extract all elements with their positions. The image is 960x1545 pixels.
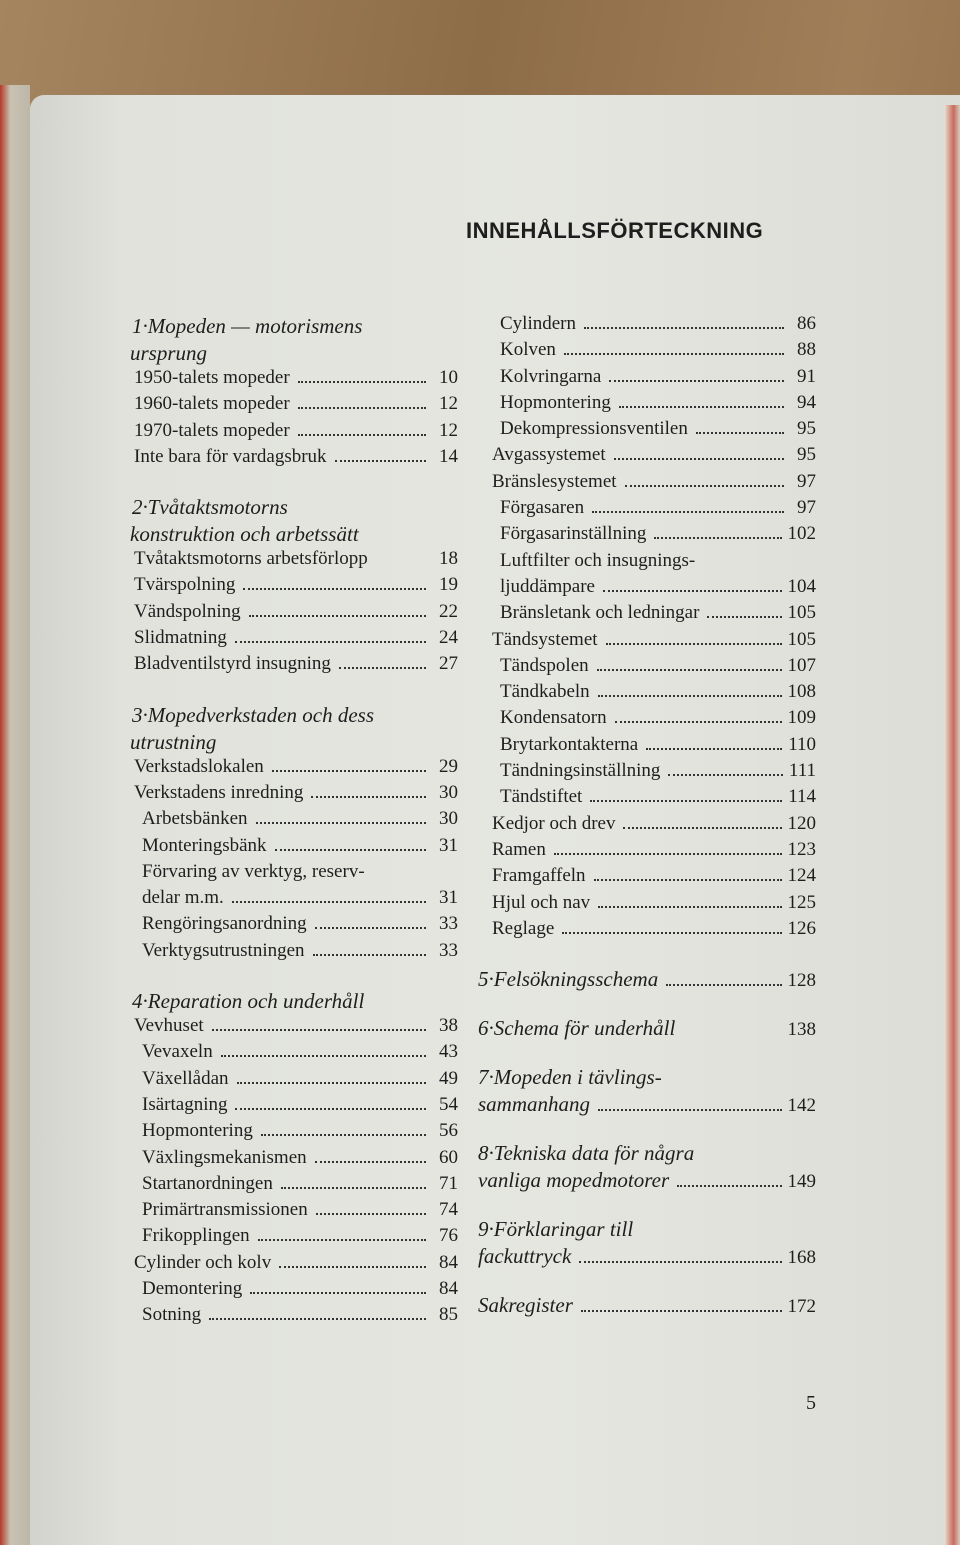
dot-leader — [237, 1082, 426, 1084]
dot-leader — [311, 796, 426, 798]
toc-entry[interactable] — [118, 1173, 458, 1199]
dot-leader — [250, 1292, 426, 1294]
dot-leader — [315, 1161, 426, 1163]
chapter-heading: 4·Reparation och underhåll — [132, 989, 365, 1014]
toc-entry[interactable] — [476, 760, 816, 786]
entry-title: Förgasaren — [500, 497, 585, 519]
toc-entry[interactable] — [118, 627, 458, 653]
dot-leader — [235, 641, 426, 643]
entry-title: Bladventilstyrd insugning — [134, 653, 331, 675]
toc-entry[interactable] — [118, 835, 458, 861]
entry-title: Tändningsinställning — [500, 760, 661, 782]
entry-title: Kolvringarna — [500, 365, 602, 387]
toc-entry[interactable] — [476, 339, 816, 365]
entry-title: Luftfilter och insugnings- — [500, 549, 696, 571]
entry-title: Bränslesystemet — [492, 470, 617, 492]
entry-title: Isärtagning — [142, 1093, 228, 1115]
page-ref: 76 — [439, 1225, 458, 1247]
dot-leader — [592, 511, 784, 513]
toc-entry[interactable] — [476, 892, 816, 918]
dot-leader — [609, 380, 784, 382]
page-ref: 30 — [439, 808, 458, 830]
entry-title: Kondensatorn — [500, 707, 607, 729]
entry-title: Verkstadslokalen — [134, 755, 264, 777]
toc-chapter-entry[interactable] — [476, 1064, 816, 1091]
entry-title: Vändspolning — [134, 600, 241, 622]
page-ref: 12 — [439, 419, 458, 441]
dot-leader — [281, 1187, 426, 1189]
page-ref: 97 — [797, 497, 816, 519]
chapter-title: Sakregister — [478, 1293, 573, 1318]
page-ref: 95 — [797, 418, 816, 440]
chapter-heading: 2·Tvåtaktsmotorns — [132, 495, 288, 520]
dot-leader — [279, 1266, 426, 1268]
dot-leader — [646, 748, 782, 750]
toc-entry[interactable] — [118, 601, 458, 627]
chapter-title: 9·Förklaringar till — [478, 1217, 634, 1242]
page-ref: 123 — [787, 838, 816, 860]
page-ref: 84 — [439, 1251, 458, 1273]
dot-leader — [677, 1185, 781, 1187]
toc-entry[interactable] — [118, 1094, 458, 1120]
entry-title: Primärtransmissionen — [142, 1199, 308, 1221]
toc-entry[interactable] — [476, 471, 816, 497]
page-ref: 114 — [788, 786, 816, 808]
entry-title: Framgaffeln — [492, 865, 586, 887]
toc-entry[interactable] — [476, 813, 816, 839]
page-ref: 102 — [787, 523, 816, 545]
entry-title: Förgasarinställning — [500, 523, 647, 545]
toc-entry[interactable] — [118, 1225, 458, 1251]
page-ref: 49 — [439, 1067, 458, 1089]
dot-leader — [668, 774, 782, 776]
entry-title: Cylinder och kolv — [134, 1251, 272, 1273]
entry-title: Demontering — [142, 1278, 243, 1300]
toc-entry[interactable] — [118, 808, 458, 834]
entry-title: Tvåtaktsmotorns arbetsförlopp — [134, 548, 368, 570]
toc-entry[interactable] — [118, 548, 458, 574]
page-stack-edge — [944, 105, 960, 1545]
toc-entry[interactable] — [118, 1120, 458, 1146]
dot-leader — [696, 432, 784, 434]
entry-title: Verkstadens inredning — [134, 781, 304, 803]
entry-title: Vevaxeln — [142, 1041, 213, 1063]
page-ref: 56 — [439, 1120, 458, 1142]
toc-entry[interactable] — [118, 1199, 458, 1225]
toc-entry[interactable] — [118, 574, 458, 600]
dot-leader — [598, 1109, 781, 1111]
dot-leader — [221, 1055, 426, 1057]
entry-title: delar m.m. — [142, 887, 224, 909]
dot-leader — [232, 901, 426, 903]
entry-title: Ramen — [492, 838, 546, 860]
chapter-heading: konstruktion och arbetssätt — [130, 522, 359, 547]
toc-entry[interactable] — [118, 940, 458, 966]
dot-leader — [590, 800, 782, 802]
dot-leader — [606, 643, 782, 645]
entry-title: Vevhuset — [134, 1015, 204, 1037]
section-gap — [476, 1194, 816, 1216]
page-ref: 60 — [439, 1146, 458, 1168]
page-ref: 125 — [787, 891, 816, 913]
chapter-heading: 3·Mopedverkstaden och dess — [132, 702, 375, 727]
page-ref: 88 — [797, 339, 816, 361]
dot-leader — [315, 927, 426, 929]
chapter-title: 5·Felsökningsschema — [478, 967, 659, 992]
section-gap — [476, 1118, 816, 1140]
page-ref: 86 — [797, 313, 816, 334]
page-ref: 29 — [439, 755, 458, 777]
dot-leader — [261, 1134, 426, 1136]
section-gap — [476, 993, 816, 1015]
toc-left-column — [118, 313, 458, 1331]
entry-title: Arbetsbänken — [142, 808, 248, 830]
chapter-heading: ursprung — [130, 341, 208, 365]
page-ref: 94 — [797, 391, 816, 413]
chapter-title: sammanhang — [478, 1092, 591, 1117]
toc-entry[interactable] — [476, 313, 816, 339]
toc-entry[interactable] — [118, 887, 458, 913]
entry-title: Hopmontering — [500, 391, 611, 413]
entry-title: Rengöringsanordning — [142, 913, 307, 935]
dot-leader — [298, 434, 426, 436]
toc-entry[interactable] — [476, 918, 816, 944]
section-gap — [118, 472, 458, 494]
toc-chapter-entry[interactable] — [476, 1167, 816, 1194]
toc-entry[interactable] — [118, 1147, 458, 1173]
page-ref: 22 — [439, 600, 458, 622]
dot-leader — [654, 537, 781, 539]
toc-entry[interactable] — [118, 1304, 458, 1330]
dot-leader — [275, 849, 426, 851]
toc-chapter-entry[interactable] — [476, 966, 816, 993]
toc-entry[interactable] — [476, 576, 816, 602]
toc-entry[interactable] — [476, 418, 816, 444]
toc-chapter-entry[interactable] — [476, 1216, 816, 1243]
page-ref: 10 — [439, 367, 458, 388]
toc-entry[interactable] — [476, 865, 816, 891]
entry-title: Slidmatning — [134, 627, 227, 649]
entry-title: 1950-talets mopeder — [134, 367, 290, 388]
dot-leader — [594, 879, 782, 881]
section-gap — [476, 1042, 816, 1064]
dot-leader — [258, 1239, 426, 1241]
page-ref: 54 — [439, 1093, 458, 1115]
entry-title: Dekompressionsventilen — [500, 418, 688, 440]
page-ref: 85 — [439, 1304, 458, 1326]
page-ref: 126 — [787, 917, 816, 939]
entry-title: Hjul och nav — [492, 891, 591, 913]
page-ref: 111 — [788, 760, 816, 782]
dot-leader — [564, 353, 784, 355]
page-ref: 18 — [439, 548, 458, 570]
toc-entry[interactable] — [476, 681, 816, 707]
toc-entry[interactable] — [118, 782, 458, 808]
page-ref: 95 — [797, 444, 816, 466]
page-ref: 124 — [787, 865, 816, 887]
page-ref: 12 — [439, 393, 458, 415]
dot-leader — [625, 485, 784, 487]
dot-leader — [235, 1108, 426, 1110]
toc-entry[interactable] — [476, 786, 816, 812]
entry-title: Kedjor och drev — [492, 812, 616, 834]
entry-title: Monteringsbänk — [142, 834, 267, 856]
entry-title: Växellådan — [142, 1067, 229, 1089]
page-ref: 24 — [439, 627, 458, 649]
entry-title: Tändstiftet — [500, 786, 583, 808]
page-ref: 138 — [787, 1019, 816, 1041]
toc-entry[interactable] — [118, 393, 458, 419]
dot-leader — [619, 406, 784, 408]
section-gap — [476, 944, 816, 966]
entry-title: Bränsletank och ledningar — [500, 602, 700, 624]
dot-leader — [335, 460, 426, 462]
dot-leader — [584, 327, 784, 329]
page-ref: 91 — [797, 365, 816, 387]
dot-leader — [598, 695, 782, 697]
chapter-heading: 1·Mopeden — motorismens — [132, 314, 363, 338]
toc-entry[interactable] — [476, 366, 816, 392]
toc-chapter-entry[interactable] — [476, 1243, 816, 1270]
page-ref: 38 — [439, 1015, 458, 1037]
page-ref: 109 — [787, 707, 816, 729]
section-gap — [118, 966, 458, 988]
dot-leader — [615, 721, 782, 723]
toc-entry[interactable] — [476, 523, 816, 549]
toc-chapter-entry[interactable] — [476, 1015, 816, 1042]
dot-leader — [579, 1261, 781, 1263]
dot-leader — [597, 669, 782, 671]
entry-title: Startanordningen — [142, 1172, 273, 1194]
entry-title: Tändspolen — [500, 654, 589, 676]
dot-leader — [298, 381, 426, 383]
entry-title: Brytarkontakterna — [500, 733, 639, 755]
section-gap — [476, 1270, 816, 1292]
page-heading: INNEHÅLLSFÖRTECKNING — [466, 218, 764, 243]
dot-leader — [554, 853, 782, 855]
toc-entry[interactable] — [118, 913, 458, 939]
dot-leader — [339, 667, 426, 669]
chapter-heading: utrustning — [130, 729, 217, 754]
entry-title: Frikopplingen — [142, 1225, 250, 1247]
dot-leader — [666, 984, 781, 986]
page-ref: 84 — [439, 1278, 458, 1300]
dot-leader — [243, 588, 426, 590]
dot-leader — [603, 590, 782, 592]
toc-chapter-entry[interactable] — [476, 1292, 816, 1319]
toc-entry[interactable] — [476, 707, 816, 733]
page-ref: 97 — [797, 470, 816, 492]
chapter-title: 8·Tekniska data för några — [478, 1141, 695, 1166]
dot-leader — [272, 770, 426, 772]
page-ref: 71 — [439, 1172, 458, 1194]
toc-chapter-entry[interactable] — [476, 1140, 816, 1167]
page-ref: 31 — [439, 887, 458, 909]
dot-leader — [316, 1213, 426, 1215]
toc-entry[interactable] — [476, 550, 816, 576]
dot-leader — [313, 954, 426, 956]
entry-title: Sotning — [142, 1304, 202, 1326]
toc-entry[interactable] — [118, 367, 458, 393]
page-ref: 74 — [439, 1199, 458, 1221]
page-ref: 30 — [439, 781, 458, 803]
page-ref: 110 — [788, 733, 816, 755]
page-ref: 33 — [439, 913, 458, 935]
dot-leader — [256, 822, 426, 824]
page-ref: 108 — [787, 681, 816, 703]
chapter-title: fackuttryck — [478, 1244, 572, 1269]
page-ref: 105 — [787, 602, 816, 624]
page-ref: 168 — [787, 1247, 816, 1269]
page-ref: 172 — [787, 1296, 816, 1318]
page-ref: 27 — [439, 653, 458, 675]
toc-entry[interactable] — [476, 655, 816, 681]
page-number: 5 — [806, 1392, 816, 1414]
entry-title: Reglage — [492, 917, 555, 939]
chapter-title: 7·Mopeden i tävlings- — [478, 1065, 662, 1090]
toc-entry[interactable] — [476, 734, 816, 760]
page-ref: 33 — [439, 939, 458, 961]
toc-chapter-entry[interactable] — [476, 1091, 816, 1118]
dot-leader — [562, 932, 781, 934]
toc-entry[interactable] — [476, 444, 816, 470]
entry-title: Förvaring av verktyg, reserv- — [142, 860, 365, 882]
toc-entry[interactable] — [118, 446, 458, 472]
page-ref: 31 — [439, 834, 458, 856]
entry-title: Verktygsutrustningen — [142, 939, 305, 961]
toc-entry[interactable] — [476, 392, 816, 418]
page-ref: 107 — [787, 654, 816, 676]
page-ref: 104 — [787, 575, 816, 597]
entry-title: Växlingsmekanismen — [142, 1146, 307, 1168]
page-ref: 120 — [787, 812, 816, 834]
toc-entry[interactable] — [118, 1278, 458, 1304]
dot-leader — [298, 407, 426, 409]
entry-title: Tvärspolning — [134, 574, 236, 596]
toc-entry[interactable] — [476, 602, 816, 628]
toc-right-column — [476, 313, 816, 1319]
toc-entry[interactable] — [118, 1041, 458, 1067]
page-ref: 19 — [439, 574, 458, 596]
toc-entry[interactable] — [118, 756, 458, 782]
dot-leader — [249, 615, 426, 617]
entry-title: 1970-talets mopeder — [134, 419, 290, 441]
book-cover-edge — [0, 85, 30, 1545]
entry-title: 1960-talets mopeder — [134, 393, 290, 415]
chapter-title: 6·Schema för underhåll — [478, 1016, 676, 1041]
toc-entry[interactable] — [476, 497, 816, 523]
toc-entry[interactable] — [118, 1252, 458, 1278]
dot-leader — [212, 1029, 426, 1031]
entry-title: Avgassystemet — [492, 444, 606, 466]
page-ref: 149 — [787, 1171, 816, 1193]
page-ref: 43 — [439, 1041, 458, 1063]
toc-entry[interactable] — [476, 629, 816, 655]
chapter-title: vanliga mopedmotorer — [478, 1168, 670, 1193]
toc-entry[interactable] — [118, 1015, 458, 1041]
entry-title: Cylindern — [500, 313, 576, 334]
dot-leader — [707, 616, 781, 618]
dot-leader — [614, 458, 784, 460]
page-ref: 142 — [787, 1095, 816, 1117]
dot-leader — [581, 1310, 782, 1312]
entry-title: Hopmontering — [142, 1120, 253, 1142]
toc-entry[interactable] — [476, 839, 816, 865]
page-ref: 105 — [787, 628, 816, 650]
toc-entry[interactable] — [118, 420, 458, 446]
toc-entry[interactable] — [118, 861, 458, 887]
page-ref: 14 — [439, 445, 458, 467]
section-gap — [118, 680, 458, 702]
dot-leader — [209, 1318, 426, 1320]
entry-title: ljuddämpare — [500, 575, 595, 597]
toc-entry[interactable] — [118, 653, 458, 679]
entry-title: Tändkabeln — [500, 681, 590, 703]
entry-title: Kolven — [500, 339, 556, 361]
entry-title: Tändsystemet — [492, 628, 598, 650]
dot-leader — [598, 906, 781, 908]
entry-title: Inte bara för vardagsbruk — [134, 445, 327, 467]
toc-entry[interactable] — [118, 1068, 458, 1094]
dot-leader — [623, 827, 781, 829]
page-ref: 128 — [787, 970, 816, 992]
